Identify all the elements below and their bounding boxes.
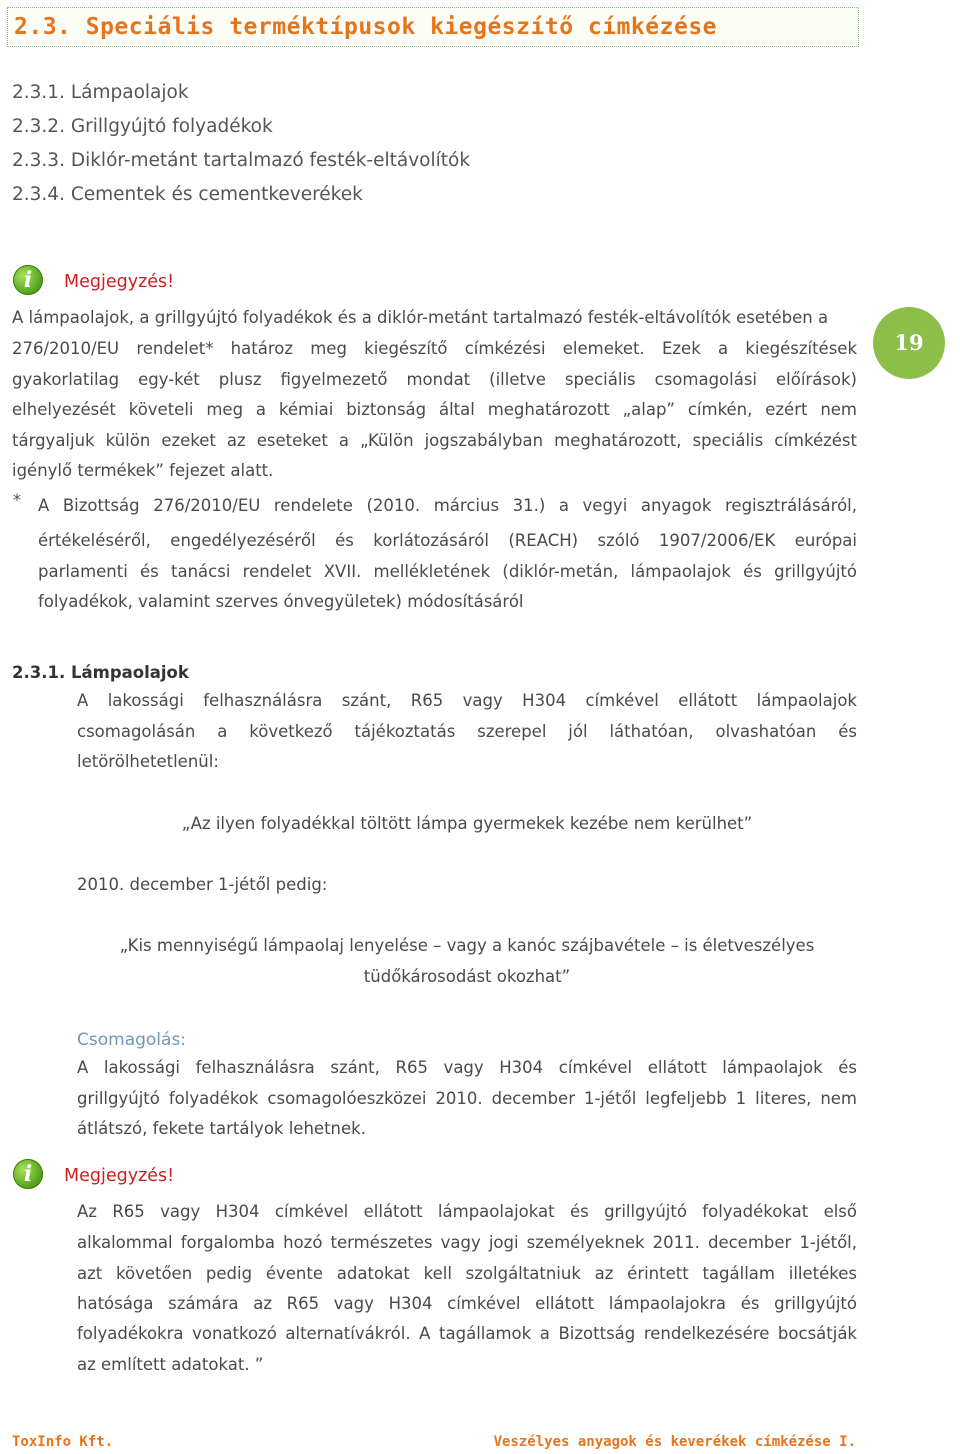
note-text-line: tárgyaljuk külön ezeket az eseteket a „Külön jogszabályban meghatározott, speciális címkézést — [12, 431, 857, 450]
note-label: Megjegyzés! — [64, 272, 175, 292]
footnote-line: értékeléséről, engedélyezéséről és korlátozásáról (REACH) szóló 1907/2006/EK európai — [38, 531, 857, 550]
footnote-mark: * — [13, 490, 21, 509]
note-text-line: az említett adatokat. ” — [77, 1355, 264, 1374]
warning-quote: tüdőkárosodást okozhat” — [363, 967, 571, 986]
note-label: Megjegyzés! — [64, 1166, 175, 1186]
note-text-line: elhelyezését követeli meg a kémiai biztonság által meghatározott „alap” címkén, ezért nem — [12, 400, 857, 419]
note-text-line: Az R65 vagy H304 címkével ellátott lámpaolajokat és grillgyújtó folyadékokat első — [77, 1202, 857, 1221]
date-line: 2010. december 1-jétől pedig: — [77, 875, 328, 894]
footnote-line: A Bizottság 276/2010/EU rendelete (2010. március 31.) a vegyi anyagok regisztrálásáról, — [38, 496, 857, 515]
note-text-line: azt követően pedig évente adatokat kell szolgáltatniuk az érintett tagállam illetékes — [77, 1264, 857, 1283]
note-text-line: alkalommal forgalomba hozó természetes vagy jogi személyeknek 2011. december 1-jétől, — [77, 1233, 857, 1252]
toc-item[interactable]: 2.3.2. Grillgyújtó folyadékok — [12, 116, 273, 137]
body-line: letörölhetetlenül: — [77, 752, 219, 771]
footer-document-title: Veszélyes anyagok és keverékek címkézése I. — [493, 1434, 856, 1450]
body-line: csomagolásán a következő tájékoztatás szerepel jól láthatóan, olvashatóan és — [77, 722, 857, 741]
packaging-heading: Csomagolás: — [77, 1030, 187, 1050]
warning-quote: „Az ilyen folyadékkal töltött lámpa gyermekek kezébe nem kerülhet” — [181, 814, 753, 833]
footer-company: ToxInfo Kft. — [12, 1434, 114, 1450]
toc-item[interactable]: 2.3.3. Diklór-metánt tartalmazó festék-eltávolítók — [12, 150, 471, 171]
body-line: A lakossági felhasználásra szánt, R65 vagy H304 címkével ellátott lámpaolajok és — [77, 1058, 857, 1077]
page-number-badge: 19 — [873, 307, 945, 379]
note-text-line: hatósága számára az R65 vagy H304 címkével ellátott lámpaolajokra és grillgyújtó — [77, 1294, 857, 1313]
body-line: grillgyújtó folyadékok csomagolóeszközei 2010. december 1-jétől legfeljebb 1 literes, nem — [77, 1089, 857, 1108]
footnote-line: parlamenti és tanácsi rendelet XVII. mellékletének (diklór-metán, lámpaolajok és grillgyújtó — [38, 562, 857, 581]
toc-item[interactable]: 2.3.4. Cementek és cementkeverékek — [12, 184, 363, 205]
note-text-line: A lámpaolajok, a grillgyújtó folyadékok és a diklór-metánt tartalmazó festék-eltávolítók esetében a — [12, 308, 829, 327]
section-title: 2.3. Speciális terméktípusok kiegészítő címkézése — [14, 14, 718, 40]
toc-item[interactable]: 2.3.1. Lámpaolajok — [12, 82, 189, 103]
note-text-line: folyadékokra vonatkozó alternatívákról. A tagállamok a Bizottság rendelkezésére bocsátják — [77, 1324, 857, 1343]
info-icon: i — [13, 265, 43, 295]
note-text-line: igénylő termékek” fejezet alatt. — [12, 461, 274, 480]
warning-quote: „Kis mennyiségű lámpaolaj lenyelése – vagy a kanóc szájbavétele – is életveszélyes — [119, 936, 815, 955]
body-line: átlátszó, fekete tartályok lehetnek. — [77, 1119, 366, 1138]
subsection-heading: 2.3.1. Lámpaolajok — [12, 663, 189, 682]
info-icon: i — [13, 1159, 43, 1189]
note-text-line: 276/2010/EU rendelet* határoz meg kiegészítő címkézési elemeket. Ezek a kiegészítések — [12, 339, 857, 358]
footnote-line: folyadékok, valamint szerves ónvegyületek) módosításáról — [38, 592, 524, 611]
note-text-line: gyakorlatilag egy-két plusz figyelmezető mondat (illetve speciális csomagolási előírások) — [12, 370, 857, 389]
section-title-box — [7, 7, 859, 47]
body-line: A lakossági felhasználásra szánt, R65 vagy H304 címkével ellátott lámpaolajok — [77, 691, 857, 710]
